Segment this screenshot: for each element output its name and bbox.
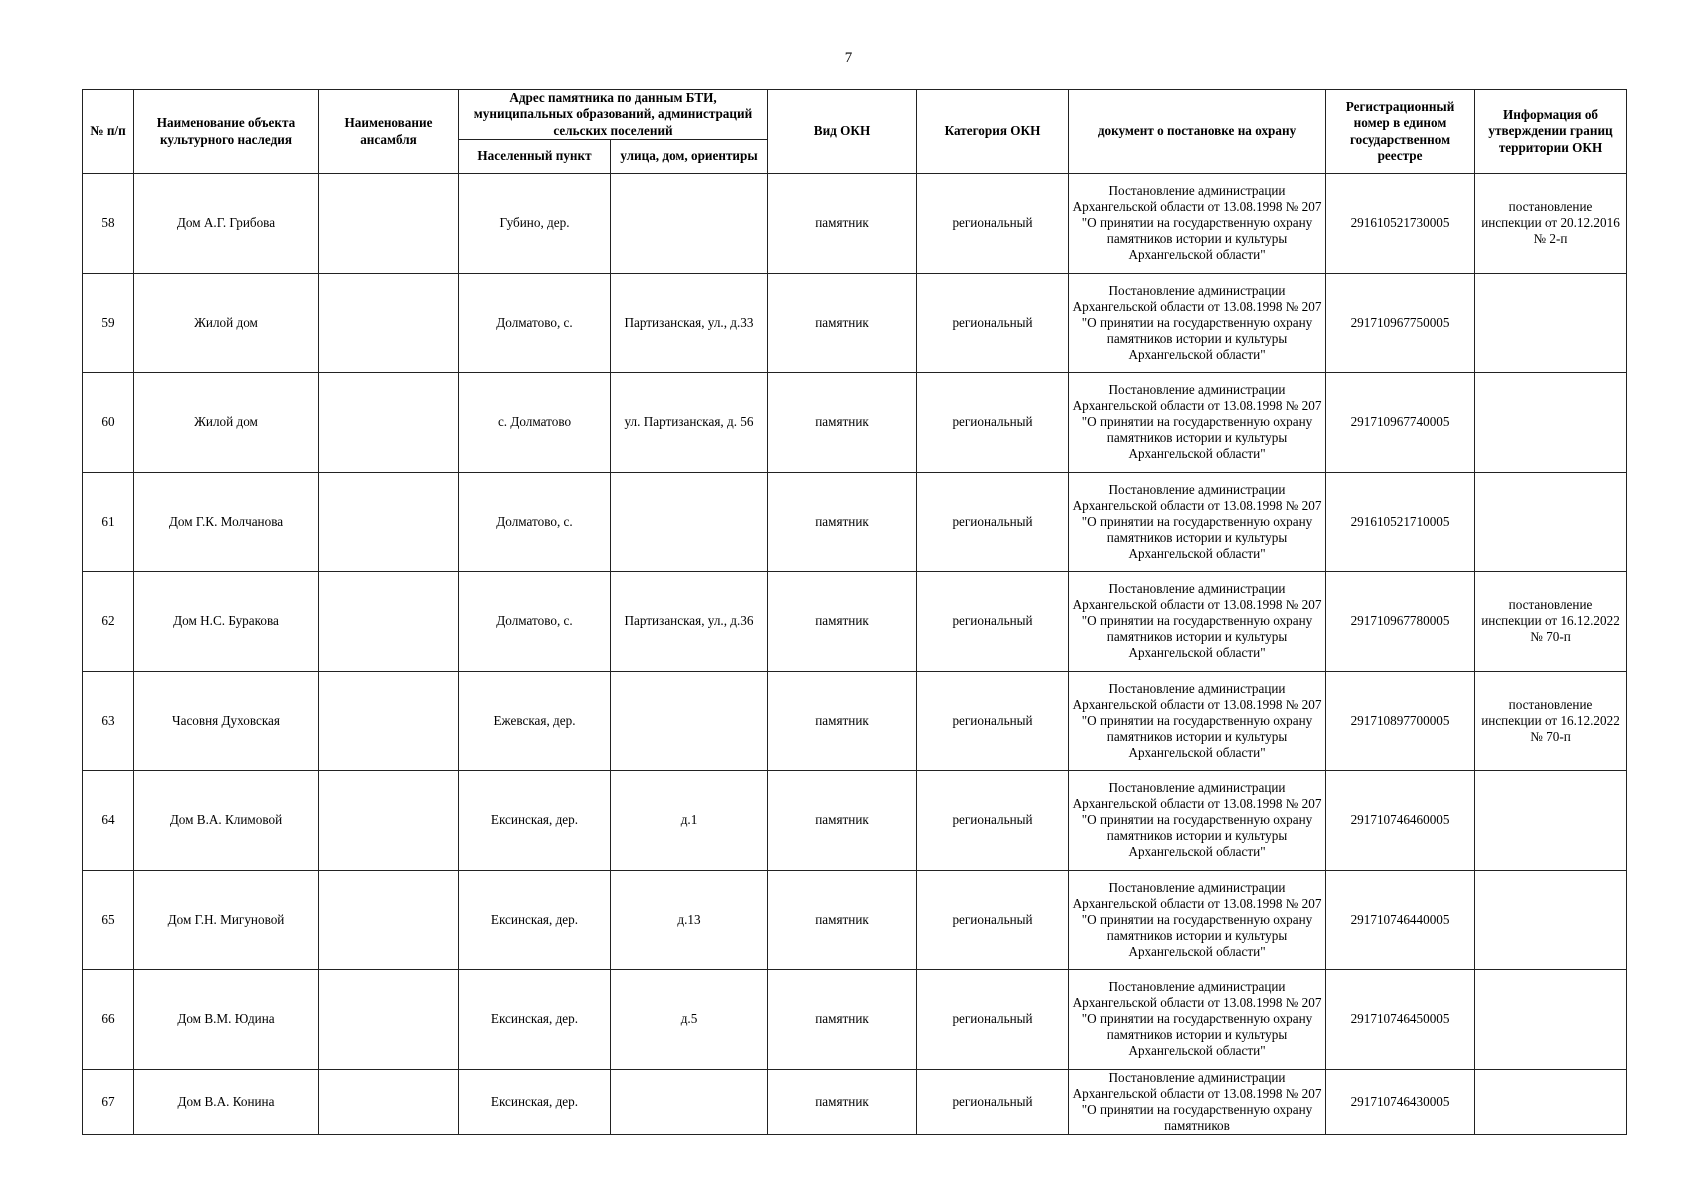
cell-boundaries [1475,870,1627,970]
table-body [83,174,1627,1135]
cell-locality: Губино, дер. [459,174,611,274]
cell-type: памятник [768,174,917,274]
cell-reg-number: 291710967780005 [1326,572,1475,672]
cell-num: 67 [83,1069,134,1134]
cell-num: 58 [83,174,134,274]
table-row [83,572,1627,672]
cell-street: ул. Партизанская, д. 56 [611,373,768,473]
cell-document: Постановление администрации Архангельской области от 13.08.1998 № 207 "О принятии на государственную охрану памятников истории и культуры Архангельской области" [1069,472,1326,572]
table-row [83,671,1627,771]
cell-type: памятник [768,472,917,572]
table-row [83,870,1627,970]
cell-name: Дом Г.К. Молчанова [134,472,319,572]
cell-document: Постановление администрации Архангельской области от 13.08.1998 № 207 "О принятии на государственную охрану памятников истории и культуры Архангельской области" [1069,373,1326,473]
cell-locality: Ежевская, дер. [459,671,611,771]
cell-category: региональный [917,1069,1069,1134]
cell-ensemble [319,671,459,771]
cell-ensemble [319,472,459,572]
header-street: улица, дом, ориентиры [611,140,768,174]
cell-ensemble [319,373,459,473]
cell-type: памятник [768,970,917,1070]
cell-type: памятник [768,671,917,771]
cell-name: Жилой дом [134,273,319,373]
cell-category: региональный [917,671,1069,771]
cell-document: Постановление администрации Архангельской области от 13.08.1998 № 207 "О принятии на государственную охрану памятников истории и культуры Архангельской области" [1069,870,1326,970]
table-header [83,90,1627,174]
cell-type: памятник [768,273,917,373]
cell-category: региональный [917,572,1069,672]
cell-type: памятник [768,771,917,871]
cell-street [611,472,768,572]
cell-type: памятник [768,572,917,672]
cell-name: Дом В.А. Климовой [134,771,319,871]
table-row [83,174,1627,274]
cell-category: региональный [917,174,1069,274]
cell-num: 61 [83,472,134,572]
cell-name: Дом В.М. Юдина [134,970,319,1070]
cell-locality: Ексинская, дер. [459,771,611,871]
cell-type: памятник [768,1069,917,1134]
cell-category: региональный [917,472,1069,572]
cell-document: Постановление администрации Архангельской области от 13.08.1998 № 207 "О принятии на государственную охрану памятников [1069,1069,1326,1134]
cell-document: Постановление администрации Архангельской области от 13.08.1998 № 207 "О принятии на государственную охрану памятников истории и культуры Архангельской области" [1069,572,1326,672]
header-document: документ о постановке на охрану [1069,90,1326,174]
table-row [83,771,1627,871]
cell-reg-number: 291710967740005 [1326,373,1475,473]
cell-name: Дом Н.С. Буракова [134,572,319,672]
cell-category: региональный [917,373,1069,473]
cell-category: региональный [917,970,1069,1070]
cell-street [611,1069,768,1134]
cell-reg-number: 291610521710005 [1326,472,1475,572]
cell-street: Партизанская, ул., д.33 [611,273,768,373]
cell-boundaries [1475,1069,1627,1134]
cell-document: Постановление администрации Архангельской области от 13.08.1998 № 207 "О принятии на государственную охрану памятников истории и культуры Архангельской области" [1069,970,1326,1070]
header-type: Вид ОКН [768,90,917,174]
cell-reg-number: 291710746450005 [1326,970,1475,1070]
cell-ensemble [319,273,459,373]
cell-reg-number: 291710746440005 [1326,870,1475,970]
table-row [83,273,1627,373]
header-address-group: Адрес памятника по данным БТИ, муниципальных образований, администраций сельских поселений [459,90,768,140]
cell-reg-number: 291610521730005 [1326,174,1475,274]
cell-boundaries [1475,273,1627,373]
cell-boundaries: постановление инспекции от 16.12.2022 № 70-п [1475,572,1627,672]
cell-street: д.1 [611,771,768,871]
cell-name: Часовня Духовская [134,671,319,771]
header-category: Категория ОКН [917,90,1069,174]
cell-locality: Долматово, с. [459,472,611,572]
table-row [83,373,1627,473]
page-number: 7 [844,50,853,66]
cell-reg-number: 291710967750005 [1326,273,1475,373]
cell-name: Дом В.А. Конина [134,1069,319,1134]
cell-name: Жилой дом [134,373,319,473]
cell-street [611,174,768,274]
cell-boundaries [1475,771,1627,871]
table-row [83,1069,1627,1134]
cell-category: региональный [917,771,1069,871]
cell-ensemble [319,771,459,871]
cell-locality: с. Долматово [459,373,611,473]
heritage-registry-table [82,89,1627,1135]
header-ensemble: Наименование ансамбля [319,90,459,174]
cell-document: Постановление администрации Архангельской области от 13.08.1998 № 207 "О принятии на государственную охрану памятников истории и культуры Архангельской области" [1069,771,1326,871]
cell-reg-number: 291710746460005 [1326,771,1475,871]
cell-locality: Долматово, с. [459,273,611,373]
header-reg-number: Регистрационный номер в едином государственном реестре [1326,90,1475,174]
cell-num: 64 [83,771,134,871]
cell-document: Постановление администрации Архангельской области от 13.08.1998 № 207 "О принятии на государственную охрану памятников истории и культуры Архангельской области" [1069,671,1326,771]
cell-num: 63 [83,671,134,771]
cell-document: Постановление администрации Архангельской области от 13.08.1998 № 207 "О принятии на государственную охрану памятников истории и культуры Архангельской области" [1069,273,1326,373]
cell-boundaries: постановление инспекции от 16.12.2022 № 70-п [1475,671,1627,771]
header-num: № п/п [83,90,134,174]
cell-street [611,671,768,771]
cell-num: 59 [83,273,134,373]
cell-category: региональный [917,273,1069,373]
cell-locality: Ексинская, дер. [459,970,611,1070]
cell-reg-number: 291710897700005 [1326,671,1475,771]
cell-locality: Ексинская, дер. [459,870,611,970]
cell-type: памятник [768,373,917,473]
cell-ensemble [319,1069,459,1134]
cell-reg-number: 291710746430005 [1326,1069,1475,1134]
cell-num: 66 [83,970,134,1070]
cell-type: памятник [768,870,917,970]
cell-name: Дом А.Г. Грибова [134,174,319,274]
cell-document: Постановление администрации Архангельской области от 13.08.1998 № 207 "О принятии на государственную охрану памятников истории и культуры Архангельской области" [1069,174,1326,274]
cell-locality: Ексинская, дер. [459,1069,611,1134]
cell-num: 60 [83,373,134,473]
header-locality: Населенный пункт [459,140,611,174]
cell-ensemble [319,970,459,1070]
table-row [83,970,1627,1070]
cell-boundaries [1475,970,1627,1070]
cell-street: Партизанская, ул., д.36 [611,572,768,672]
cell-ensemble [319,572,459,672]
cell-num: 65 [83,870,134,970]
cell-ensemble [319,870,459,970]
cell-locality: Долматово, с. [459,572,611,672]
header-boundaries: Информация об утверждении границ территории ОКН [1475,90,1627,174]
cell-category: региональный [917,870,1069,970]
header-name: Наименование объекта культурного наследия [134,90,319,174]
cell-boundaries [1475,373,1627,473]
cell-street: д.5 [611,970,768,1070]
table-row [83,472,1627,572]
cell-name: Дом Г.Н. Мигуновой [134,870,319,970]
cell-ensemble [319,174,459,274]
cell-boundaries [1475,472,1627,572]
cell-num: 62 [83,572,134,672]
cell-boundaries: постановление инспекции от 20.12.2016 № 2-п [1475,174,1627,274]
cell-street: д.13 [611,870,768,970]
